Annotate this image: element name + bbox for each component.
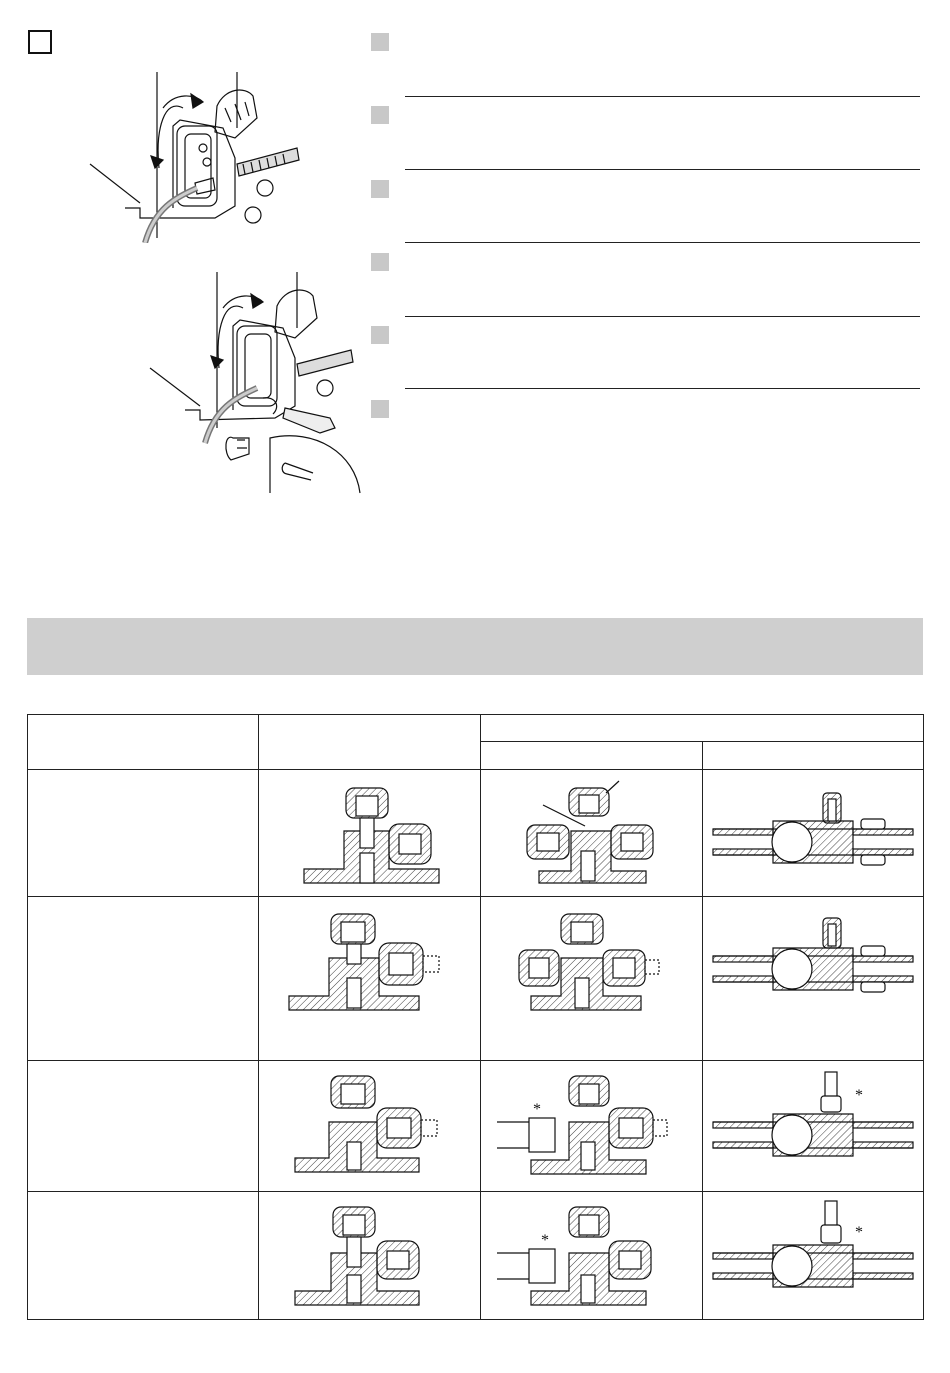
illustration-hex-wrench [145, 268, 375, 498]
row-1-valve-closed [259, 770, 481, 897]
row-3-valve-closed [259, 1061, 481, 1192]
row-4-valve-open [481, 1192, 703, 1320]
header-subcell-1 [481, 742, 703, 770]
asterisk-marker: * [855, 1086, 863, 1104]
row-3-ball-valve [703, 1061, 924, 1192]
step-marker-2 [371, 106, 389, 124]
asterisk-marker: * [533, 1100, 541, 1118]
asterisk-marker: * [541, 1231, 549, 1249]
row-3-label [28, 1061, 259, 1192]
illustration-gauge-hose-top [85, 68, 325, 243]
row-2-valve-closed [259, 897, 481, 1061]
figure-number-box [28, 30, 52, 54]
row-3-valve-open [481, 1061, 703, 1192]
header-cell-2 [259, 715, 481, 770]
divider-4 [405, 316, 920, 317]
row-1-label [28, 770, 259, 897]
divider-3 [405, 242, 920, 243]
valve-table [27, 714, 924, 1320]
asterisk-marker: * [855, 1223, 863, 1241]
step-marker-4 [371, 253, 389, 271]
header-subcell-2 [703, 742, 924, 770]
row-1-ball-valve [703, 770, 924, 897]
step-marker-1 [371, 33, 389, 51]
row-2-label [28, 897, 259, 1061]
row-1-valve-open [481, 770, 703, 897]
row-4-ball-valve [703, 1192, 924, 1320]
row-4-valve-closed [259, 1192, 481, 1320]
header-cell-1 [28, 715, 259, 770]
row-2-ball-valve [703, 897, 924, 1061]
step-marker-5 [371, 326, 389, 344]
row-4-label [28, 1192, 259, 1320]
step-marker-3 [371, 180, 389, 198]
divider-2 [405, 169, 920, 170]
divider-1 [405, 96, 920, 97]
section-banner [27, 618, 923, 675]
header-cell-3 [481, 715, 924, 742]
divider-5 [405, 388, 920, 389]
row-2-valve-open [481, 897, 703, 1061]
step-marker-6 [371, 400, 389, 418]
